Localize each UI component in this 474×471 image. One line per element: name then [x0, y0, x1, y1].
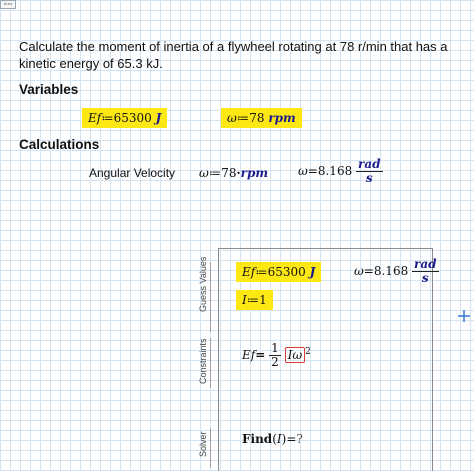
constraint-equation[interactable]	[242, 342, 311, 369]
power-exponent: 2	[305, 347, 311, 357]
fraction-denominator: 2	[271, 355, 279, 369]
equals-operator: =	[307, 164, 318, 178]
omega-symbol: ω	[292, 348, 303, 362]
one-half-fraction	[269, 342, 281, 369]
solve-omega-result[interactable]	[354, 258, 439, 285]
rad-per-s-unit	[412, 258, 439, 285]
omega-definition[interactable]	[221, 108, 302, 128]
ef-definition[interactable]	[82, 108, 167, 128]
ef-symbol: Ef	[88, 111, 102, 125]
find-function: Find	[242, 432, 273, 446]
boolean-equals-operator: =	[255, 348, 266, 362]
i-symbol: I	[276, 432, 282, 446]
fraction-numerator: 1	[271, 341, 279, 355]
unit-numerator: rad	[358, 157, 381, 171]
i-symbol: I	[242, 293, 247, 307]
i-guess-value: 1	[259, 293, 267, 307]
omega-calc-definition[interactable]	[199, 166, 268, 180]
ef-unit: J	[309, 265, 316, 279]
ef-symbol: Ef	[242, 348, 256, 362]
assign-operator: ≔	[246, 293, 260, 307]
unknown-result-placeholder: ?	[296, 432, 303, 446]
i-symbol: I	[287, 348, 293, 362]
omega-symbol: ω	[227, 111, 237, 125]
omega-value: 78	[249, 111, 265, 125]
assign-operator: ≔	[101, 111, 114, 125]
find-solver-call[interactable]: Find(I)=?	[242, 432, 303, 446]
assign-operator: ≔	[208, 166, 222, 180]
solver-label: Solver	[198, 431, 208, 457]
omega-symbol: ω	[199, 166, 209, 180]
omega-result-value: 8.168	[317, 164, 353, 178]
omega-symbol: ω	[354, 264, 364, 278]
i-guess-definition[interactable]	[236, 290, 273, 310]
omega-symbol: ω	[298, 164, 308, 178]
omega-result-value: 8.168	[373, 264, 409, 278]
ef-symbol: Ef	[242, 265, 256, 279]
omega-value: 78	[221, 166, 237, 180]
ef-unit: J	[155, 111, 162, 125]
omega-calc-result[interactable]	[298, 158, 383, 185]
equals-operator: =	[286, 432, 297, 446]
unit-denominator: s	[421, 271, 429, 285]
problem-statement: Calculate the moment of inertia of a flywheel rotating at 78 r/min that has a kinetic energy of 65.3 kJ.	[19, 39, 448, 71]
calculations-heading: Calculations	[19, 137, 100, 152]
variables-heading: Variables	[19, 82, 79, 97]
unit-numerator: rad	[414, 257, 437, 271]
assign-operator: ≔	[236, 111, 250, 125]
unit-denominator: s	[365, 171, 373, 185]
omega-unit: rpm	[268, 111, 296, 125]
constraints-divider	[210, 338, 211, 388]
guess-values-label: Guess Values	[198, 256, 208, 312]
guess-values-divider	[210, 262, 211, 332]
ef-value: 65300	[113, 111, 152, 125]
ef-value: 65300	[267, 265, 306, 279]
multiply-operator: ·	[236, 166, 241, 180]
angular-velocity-label[interactable]: Angular Velocity	[89, 166, 176, 180]
solve-ef-definition[interactable]	[236, 262, 321, 282]
constraints-label: Constraints	[198, 338, 208, 384]
rad-per-s-unit	[356, 158, 383, 185]
equals-operator: =	[363, 264, 374, 278]
omega-unit: rpm	[240, 166, 269, 180]
solver-divider	[210, 428, 211, 468]
edit-cursor-region[interactable]	[285, 347, 306, 363]
area-collapse-tab[interactable]: Area	[0, 0, 16, 9]
assign-operator: ≔	[255, 265, 268, 279]
crosshair-cursor-icon	[458, 310, 470, 322]
